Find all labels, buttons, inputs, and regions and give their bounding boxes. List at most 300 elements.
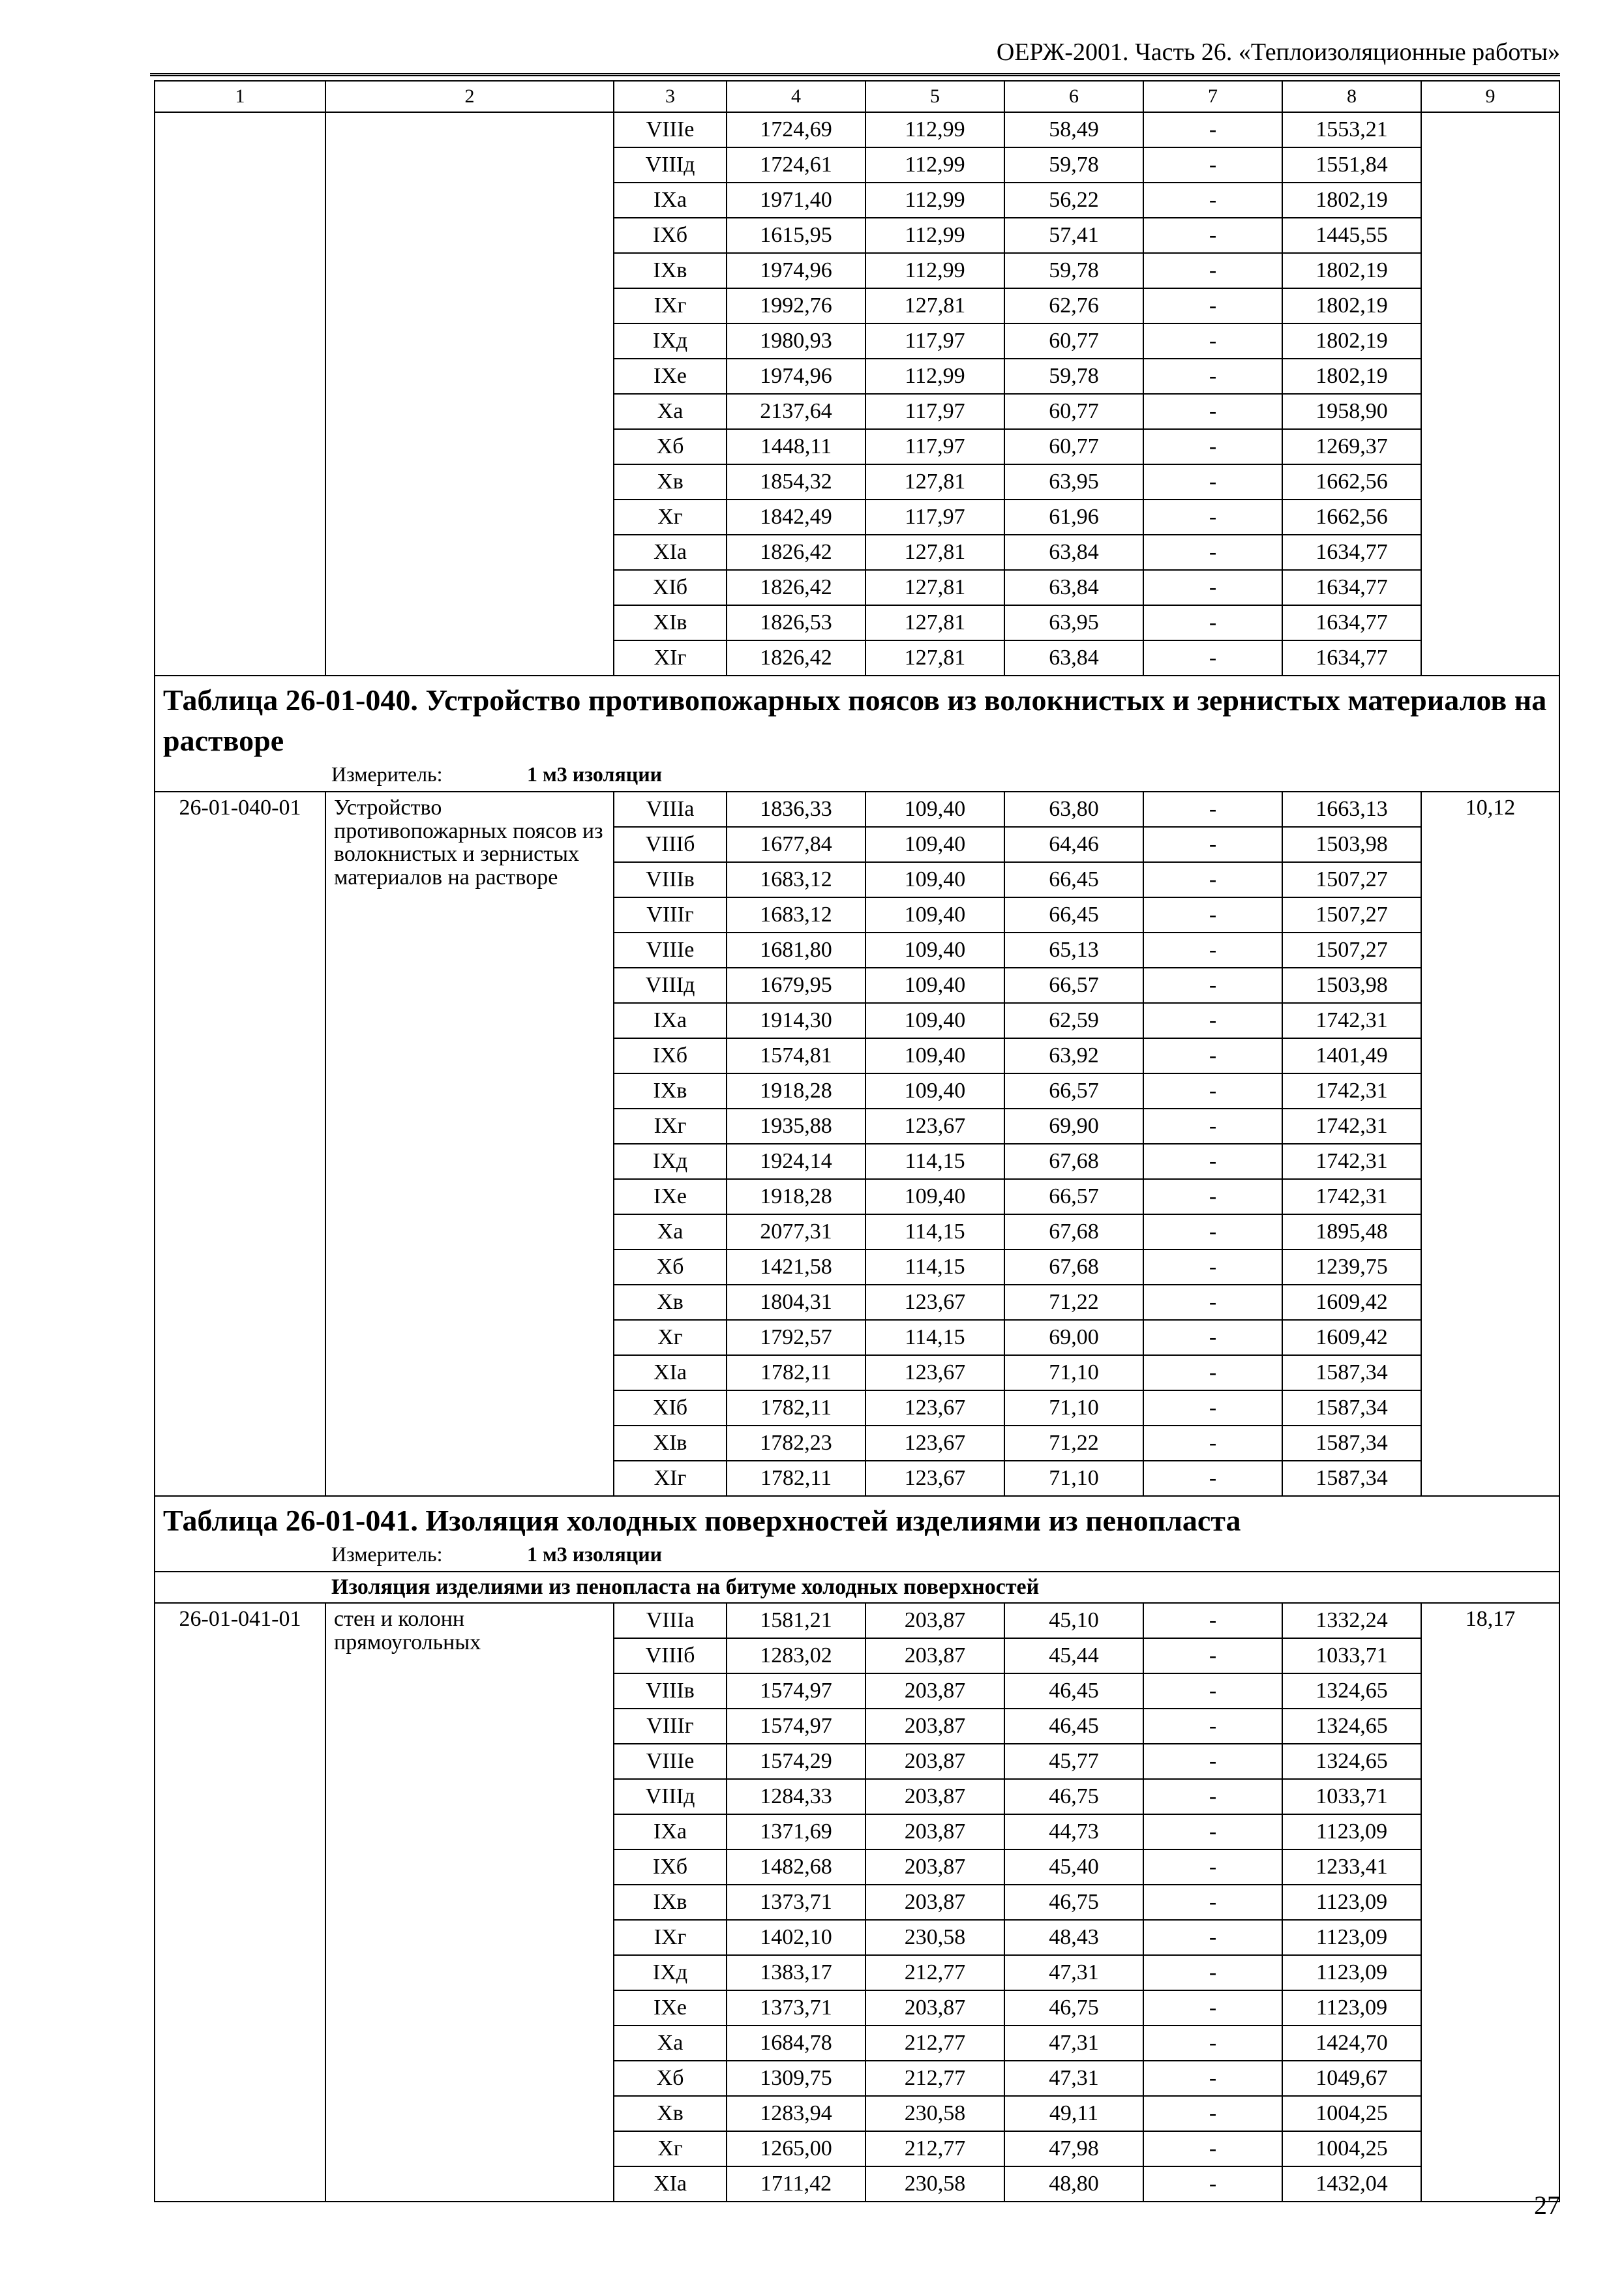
unit-label: Измеритель:	[331, 762, 443, 786]
machine-cost-cell: 47,31	[1004, 2026, 1143, 2061]
table-title: Таблица 26-01-040. Устройство противопожарных поясов из волокнистых и зернистых материалов на растворе	[163, 683, 1547, 757]
region-cell: VIIIг	[614, 897, 727, 933]
machine-cost-cell: 66,45	[1004, 862, 1143, 897]
measurement-unit	[155, 761, 1559, 791]
direct-cost-cell: 1373,71	[727, 1885, 865, 1920]
driver-wages-cell: -	[1143, 1779, 1282, 1814]
region-cell: IXв	[614, 1073, 727, 1109]
materials-cost-cell: 1033,71	[1282, 1779, 1421, 1814]
driver-wages-cell: -	[1143, 2096, 1282, 2131]
wages-cell: 123,67	[865, 1426, 1004, 1461]
machine-cost-cell: 60,77	[1004, 323, 1143, 359]
direct-cost-cell: 1974,96	[727, 359, 865, 394]
driver-wages-cell: -	[1143, 862, 1282, 897]
column-number: 6	[1004, 81, 1143, 112]
driver-wages-cell: -	[1143, 1426, 1282, 1461]
region-cell: Xa	[614, 394, 727, 429]
materials-cost-cell: 1587,34	[1282, 1390, 1421, 1426]
wages-cell: 127,81	[865, 640, 1004, 676]
materials-cost-cell: 1123,09	[1282, 1814, 1421, 1849]
machine-cost-cell: 61,96	[1004, 500, 1143, 535]
driver-wages-cell: -	[1143, 359, 1282, 394]
labor-cost: 10,12	[1421, 792, 1559, 1496]
direct-cost-cell: 1574,97	[727, 1709, 865, 1744]
direct-cost-cell: 1679,95	[727, 968, 865, 1003]
machine-cost-cell: 46,75	[1004, 1885, 1143, 1920]
region-cell: VIIIa	[614, 1603, 727, 1638]
driver-wages-cell: -	[1143, 218, 1282, 253]
machine-cost-cell: 67,68	[1004, 1214, 1143, 1249]
region-cell: VIIIв	[614, 862, 727, 897]
wages-cell: 117,97	[865, 394, 1004, 429]
machine-cost-cell: 48,43	[1004, 1920, 1143, 1955]
region-cell: VIIIг	[614, 1709, 727, 1744]
driver-wages-cell: -	[1143, 1744, 1282, 1779]
materials-cost-cell: 1123,09	[1282, 1955, 1421, 1990]
driver-wages-cell: -	[1143, 1038, 1282, 1073]
region-cell: IXб	[614, 1849, 727, 1885]
direct-cost-cell: 1826,42	[727, 640, 865, 676]
machine-cost-cell: 71,10	[1004, 1461, 1143, 1496]
driver-wages-cell: -	[1143, 570, 1282, 605]
driver-wages-cell: -	[1143, 2026, 1282, 2061]
machine-cost-cell: 63,80	[1004, 792, 1143, 827]
machine-cost-cell: 69,90	[1004, 1109, 1143, 1144]
driver-wages-cell: -	[1143, 1355, 1282, 1390]
materials-cost-cell: 1507,27	[1282, 862, 1421, 897]
column-number: 8	[1282, 81, 1421, 112]
direct-cost-cell: 1992,76	[727, 288, 865, 323]
driver-wages-cell: -	[1143, 1249, 1282, 1285]
machine-cost-cell: 64,46	[1004, 827, 1143, 862]
wages-cell: 230,58	[865, 1920, 1004, 1955]
machine-cost-cell: 63,92	[1004, 1038, 1143, 1073]
direct-cost-cell: 1842,49	[727, 500, 865, 535]
table-title-cell	[155, 676, 1559, 792]
region-cell: VIIIa	[614, 792, 727, 827]
driver-wages-cell: -	[1143, 535, 1282, 570]
materials-cost-cell: 1802,19	[1282, 359, 1421, 394]
region-cell: VIIIe	[614, 1744, 727, 1779]
driver-wages-cell: -	[1143, 147, 1282, 183]
wages-cell: 203,87	[865, 1885, 1004, 1920]
driver-wages-cell: -	[1143, 1179, 1282, 1214]
rate-code: 26-01-041-01	[155, 1603, 325, 2202]
driver-wages-cell: -	[1143, 933, 1282, 968]
materials-cost-cell: 1503,98	[1282, 827, 1421, 862]
materials-cost-cell: 1123,09	[1282, 1920, 1421, 1955]
materials-cost-cell: 1033,71	[1282, 1638, 1421, 1673]
machine-cost-cell: 63,84	[1004, 570, 1143, 605]
driver-wages-cell: -	[1143, 2061, 1282, 2096]
materials-cost-cell: 1634,77	[1282, 570, 1421, 605]
driver-wages-cell: -	[1143, 1390, 1282, 1426]
machine-cost-cell: 46,45	[1004, 1709, 1143, 1744]
materials-cost-cell: 1004,25	[1282, 2131, 1421, 2166]
wages-cell: 123,67	[865, 1461, 1004, 1496]
wages-cell: 203,87	[865, 1709, 1004, 1744]
materials-cost-cell: 1269,37	[1282, 429, 1421, 464]
direct-cost-cell: 1309,75	[727, 2061, 865, 2096]
machine-cost-cell: 66,57	[1004, 1179, 1143, 1214]
wages-cell: 212,77	[865, 2061, 1004, 2096]
materials-cost-cell: 1324,65	[1282, 1673, 1421, 1709]
region-cell: VIIIe	[614, 933, 727, 968]
wages-cell: 203,87	[865, 1673, 1004, 1709]
machine-cost-cell: 58,49	[1004, 112, 1143, 147]
materials-cost-cell: 1742,31	[1282, 1179, 1421, 1214]
wages-cell: 114,15	[865, 1320, 1004, 1355]
price-table-area	[154, 80, 1559, 2202]
region-cell: XIв	[614, 1426, 727, 1461]
wages-cell: 109,40	[865, 933, 1004, 968]
region-cell: IXa	[614, 183, 727, 218]
direct-cost-cell: 1918,28	[727, 1073, 865, 1109]
machine-cost-cell: 63,95	[1004, 464, 1143, 500]
wages-cell: 203,87	[865, 1814, 1004, 1849]
wages-cell: 123,67	[865, 1390, 1004, 1426]
machine-cost-cell: 59,78	[1004, 253, 1143, 288]
direct-cost-cell: 1854,32	[727, 464, 865, 500]
region-cell: VIIIe	[614, 112, 727, 147]
machine-cost-cell: 66,45	[1004, 897, 1143, 933]
region-cell: IXe	[614, 1179, 727, 1214]
direct-cost-cell: 1402,10	[727, 1920, 865, 1955]
region-cell: XIг	[614, 640, 727, 676]
direct-cost-cell: 1974,96	[727, 253, 865, 288]
direct-cost-cell: 1836,33	[727, 792, 865, 827]
machine-cost-cell: 60,77	[1004, 429, 1143, 464]
driver-wages-cell: -	[1143, 1144, 1282, 1179]
direct-cost-cell: 2077,31	[727, 1214, 865, 1249]
machine-cost-cell: 45,10	[1004, 1603, 1143, 1638]
driver-wages-cell: -	[1143, 2131, 1282, 2166]
machine-cost-cell: 65,13	[1004, 933, 1143, 968]
wages-cell: 230,58	[865, 2166, 1004, 2202]
direct-cost-cell: 1574,81	[727, 1038, 865, 1073]
direct-cost-cell: 1574,97	[727, 1673, 865, 1709]
direct-cost-cell: 1724,69	[727, 112, 865, 147]
machine-cost-cell: 71,10	[1004, 1355, 1143, 1390]
materials-cost-cell: 1507,27	[1282, 933, 1421, 968]
materials-cost-cell: 1802,19	[1282, 183, 1421, 218]
region-cell: Xб	[614, 2061, 727, 2096]
table-title-row	[155, 676, 1559, 792]
table-row	[155, 1603, 1559, 1638]
machine-cost-cell: 63,95	[1004, 605, 1143, 640]
wages-cell: 112,99	[865, 147, 1004, 183]
materials-cost-cell: 1432,04	[1282, 2166, 1421, 2202]
direct-cost-cell: 1581,21	[727, 1603, 865, 1638]
direct-cost-cell: 1683,12	[727, 897, 865, 933]
materials-cost-cell: 1634,77	[1282, 605, 1421, 640]
direct-cost-cell: 1684,78	[727, 2026, 865, 2061]
wages-cell: 117,97	[865, 500, 1004, 535]
direct-cost-cell: 1924,14	[727, 1144, 865, 1179]
column-number-row	[155, 81, 1559, 112]
labor-cost	[1421, 112, 1559, 676]
region-cell: XIв	[614, 605, 727, 640]
driver-wages-cell: -	[1143, 253, 1282, 288]
table-title: Таблица 26-01-041. Изоляция холодных поверхностей изделиями из пенопласта	[163, 1504, 1241, 1537]
machine-cost-cell: 48,80	[1004, 2166, 1143, 2202]
driver-wages-cell: -	[1143, 288, 1282, 323]
machine-cost-cell: 67,68	[1004, 1249, 1143, 1285]
machine-cost-cell: 44,73	[1004, 1814, 1143, 1849]
materials-cost-cell: 1958,90	[1282, 394, 1421, 429]
region-cell: IXв	[614, 1885, 727, 1920]
driver-wages-cell: -	[1143, 1814, 1282, 1849]
driver-wages-cell: -	[1143, 968, 1282, 1003]
wages-cell: 112,99	[865, 183, 1004, 218]
direct-cost-cell: 1782,11	[727, 1355, 865, 1390]
column-number: 5	[865, 81, 1004, 112]
driver-wages-cell: -	[1143, 640, 1282, 676]
wages-cell: 117,97	[865, 429, 1004, 464]
machine-cost-cell: 47,31	[1004, 2061, 1143, 2096]
materials-cost-cell: 1551,84	[1282, 147, 1421, 183]
wages-cell: 203,87	[865, 1603, 1004, 1638]
region-cell: VIIIд	[614, 147, 727, 183]
driver-wages-cell: -	[1143, 1920, 1282, 1955]
materials-cost-cell: 1503,98	[1282, 968, 1421, 1003]
column-number: 3	[614, 81, 727, 112]
materials-cost-cell: 1587,34	[1282, 1355, 1421, 1390]
driver-wages-cell: -	[1143, 1849, 1282, 1885]
region-cell: IXг	[614, 288, 727, 323]
region-cell: IXг	[614, 1109, 727, 1144]
region-cell: XIг	[614, 1461, 727, 1496]
materials-cost-cell: 1507,27	[1282, 897, 1421, 933]
wages-cell: 212,77	[865, 1955, 1004, 1990]
direct-cost-cell: 1681,80	[727, 933, 865, 968]
rate-code	[155, 112, 325, 676]
region-cell: IXe	[614, 359, 727, 394]
direct-cost-cell: 1448,11	[727, 429, 865, 464]
wages-cell: 109,40	[865, 1003, 1004, 1038]
region-cell: VIIIб	[614, 1638, 727, 1673]
column-number: 9	[1421, 81, 1559, 112]
materials-cost-cell: 1445,55	[1282, 218, 1421, 253]
wages-cell: 112,99	[865, 112, 1004, 147]
column-number: 7	[1143, 81, 1282, 112]
machine-cost-cell: 63,84	[1004, 535, 1143, 570]
materials-cost-cell: 1587,34	[1282, 1426, 1421, 1461]
wages-cell: 109,40	[865, 897, 1004, 933]
direct-cost-cell: 1971,40	[727, 183, 865, 218]
materials-cost-cell: 1742,31	[1282, 1003, 1421, 1038]
direct-cost-cell: 1804,31	[727, 1285, 865, 1320]
driver-wages-cell: -	[1143, 323, 1282, 359]
direct-cost-cell: 1283,94	[727, 2096, 865, 2131]
direct-cost-cell: 1421,58	[727, 1249, 865, 1285]
materials-cost-cell: 1802,19	[1282, 253, 1421, 288]
region-cell: XIa	[614, 2166, 727, 2202]
region-cell: IXa	[614, 1003, 727, 1038]
header-rule	[150, 73, 1560, 76]
materials-cost-cell: 1587,34	[1282, 1461, 1421, 1496]
materials-cost-cell: 1553,21	[1282, 112, 1421, 147]
machine-cost-cell: 69,00	[1004, 1320, 1143, 1355]
machine-cost-cell: 66,57	[1004, 968, 1143, 1003]
materials-cost-cell: 1634,77	[1282, 640, 1421, 676]
driver-wages-cell: -	[1143, 183, 1282, 218]
machine-cost-cell: 67,68	[1004, 1144, 1143, 1179]
machine-cost-cell: 71,22	[1004, 1426, 1143, 1461]
wages-cell: 203,87	[865, 1779, 1004, 1814]
driver-wages-cell: -	[1143, 1709, 1282, 1744]
materials-cost-cell: 1123,09	[1282, 1885, 1421, 1920]
driver-wages-cell: -	[1143, 394, 1282, 429]
machine-cost-cell: 63,84	[1004, 640, 1143, 676]
region-cell: IXa	[614, 1814, 727, 1849]
wages-cell: 109,40	[865, 792, 1004, 827]
materials-cost-cell: 1742,31	[1282, 1144, 1421, 1179]
materials-cost-cell: 1123,09	[1282, 1990, 1421, 2026]
wages-cell: 114,15	[865, 1144, 1004, 1179]
driver-wages-cell: -	[1143, 464, 1282, 500]
machine-cost-cell: 60,77	[1004, 394, 1143, 429]
table-row	[155, 792, 1559, 827]
materials-cost-cell: 1742,31	[1282, 1073, 1421, 1109]
machine-cost-cell: 47,98	[1004, 2131, 1143, 2166]
driver-wages-cell: -	[1143, 112, 1282, 147]
materials-cost-cell: 1233,41	[1282, 1849, 1421, 1885]
wages-cell: 127,81	[865, 288, 1004, 323]
direct-cost-cell: 1371,69	[727, 1814, 865, 1849]
materials-cost-cell: 1895,48	[1282, 1214, 1421, 1249]
machine-cost-cell: 49,11	[1004, 2096, 1143, 2131]
driver-wages-cell: -	[1143, 1073, 1282, 1109]
driver-wages-cell: -	[1143, 897, 1282, 933]
wages-cell: 203,87	[865, 1744, 1004, 1779]
direct-cost-cell: 1935,88	[727, 1109, 865, 1144]
driver-wages-cell: -	[1143, 792, 1282, 827]
machine-cost-cell: 56,22	[1004, 183, 1143, 218]
materials-cost-cell: 1663,13	[1282, 792, 1421, 827]
wages-cell: 112,99	[865, 253, 1004, 288]
wages-cell: 112,99	[865, 359, 1004, 394]
machine-cost-cell: 57,41	[1004, 218, 1143, 253]
driver-wages-cell: -	[1143, 1638, 1282, 1673]
wages-cell: 127,81	[865, 570, 1004, 605]
machine-cost-cell: 45,40	[1004, 1849, 1143, 1885]
driver-wages-cell: -	[1143, 1003, 1282, 1038]
page-number: 27	[1534, 2191, 1560, 2220]
direct-cost-cell: 1383,17	[727, 1955, 865, 1990]
materials-cost-cell: 1004,25	[1282, 2096, 1421, 2131]
labor-cost: 18,17	[1421, 1603, 1559, 2202]
direct-cost-cell: 1918,28	[727, 1179, 865, 1214]
region-cell: VIIIв	[614, 1673, 727, 1709]
wages-cell: 203,87	[865, 1849, 1004, 1885]
region-cell: VIIIд	[614, 968, 727, 1003]
wages-cell: 112,99	[865, 218, 1004, 253]
direct-cost-cell: 1792,57	[727, 1320, 865, 1355]
driver-wages-cell: -	[1143, 1603, 1282, 1638]
region-cell: Xг	[614, 1320, 727, 1355]
wages-cell: 212,77	[865, 2026, 1004, 2061]
region-cell: IXд	[614, 1144, 727, 1179]
region-cell: VIIIд	[614, 1779, 727, 1814]
region-cell: IXб	[614, 1038, 727, 1073]
region-cell: IXд	[614, 1955, 727, 1990]
subheading-row	[155, 1572, 1559, 1603]
region-cell: VIIIб	[614, 827, 727, 862]
materials-cost-cell: 1424,70	[1282, 2026, 1421, 2061]
machine-cost-cell: 59,78	[1004, 359, 1143, 394]
direct-cost-cell: 1782,11	[727, 1461, 865, 1496]
unit-value: 1 м3 изоляции	[527, 762, 663, 786]
driver-wages-cell: -	[1143, 1885, 1282, 1920]
wages-cell: 109,40	[865, 827, 1004, 862]
driver-wages-cell: -	[1143, 1285, 1282, 1320]
wages-cell: 212,77	[865, 2131, 1004, 2166]
direct-cost-cell: 1283,02	[727, 1638, 865, 1673]
wages-cell: 123,67	[865, 1109, 1004, 1144]
wages-cell: 203,87	[865, 1990, 1004, 2026]
region-cell: XIб	[614, 570, 727, 605]
region-cell: Xб	[614, 1249, 727, 1285]
driver-wages-cell: -	[1143, 827, 1282, 862]
region-cell: Xг	[614, 2131, 727, 2166]
region-cell: IXe	[614, 1990, 727, 2026]
wages-cell: 114,15	[865, 1249, 1004, 1285]
table-row	[155, 112, 1559, 147]
machine-cost-cell: 66,57	[1004, 1073, 1143, 1109]
materials-cost-cell: 1634,77	[1282, 535, 1421, 570]
driver-wages-cell: -	[1143, 1673, 1282, 1709]
direct-cost-cell: 1782,11	[727, 1390, 865, 1426]
direct-cost-cell: 1482,68	[727, 1849, 865, 1885]
region-cell: IXв	[614, 253, 727, 288]
direct-cost-cell: 1265,00	[727, 2131, 865, 2166]
direct-cost-cell: 1677,84	[727, 827, 865, 862]
region-cell: Xб	[614, 429, 727, 464]
region-cell: XIa	[614, 535, 727, 570]
wages-cell: 123,67	[865, 1285, 1004, 1320]
region-cell: Xв	[614, 464, 727, 500]
region-cell: Xв	[614, 2096, 727, 2131]
driver-wages-cell: -	[1143, 1955, 1282, 1990]
materials-cost-cell: 1401,49	[1282, 1038, 1421, 1073]
direct-cost-cell: 1826,42	[727, 570, 865, 605]
region-cell: IXд	[614, 323, 727, 359]
driver-wages-cell: -	[1143, 1990, 1282, 2026]
materials-cost-cell: 1609,42	[1282, 1285, 1421, 1320]
driver-wages-cell: -	[1143, 1214, 1282, 1249]
rate-code: 26-01-040-01	[155, 792, 325, 1496]
materials-cost-cell: 1239,75	[1282, 1249, 1421, 1285]
machine-cost-cell: 46,75	[1004, 1990, 1143, 2026]
wages-cell: 127,81	[865, 535, 1004, 570]
wages-cell: 109,40	[865, 862, 1004, 897]
materials-cost-cell: 1802,19	[1282, 288, 1421, 323]
region-cell: IXг	[614, 1920, 727, 1955]
region-cell: IXб	[614, 218, 727, 253]
direct-cost-cell: 2137,64	[727, 394, 865, 429]
direct-cost-cell: 1826,53	[727, 605, 865, 640]
machine-cost-cell: 59,78	[1004, 147, 1143, 183]
direct-cost-cell: 1574,29	[727, 1744, 865, 1779]
direct-cost-cell: 1683,12	[727, 862, 865, 897]
driver-wages-cell: -	[1143, 1461, 1282, 1496]
subheading: Изоляция изделиями из пенопласта на битуме холодных поверхностей	[155, 1572, 1559, 1603]
machine-cost-cell: 62,59	[1004, 1003, 1143, 1038]
direct-cost-cell: 1782,23	[727, 1426, 865, 1461]
driver-wages-cell: -	[1143, 429, 1282, 464]
direct-cost-cell: 1284,33	[727, 1779, 865, 1814]
